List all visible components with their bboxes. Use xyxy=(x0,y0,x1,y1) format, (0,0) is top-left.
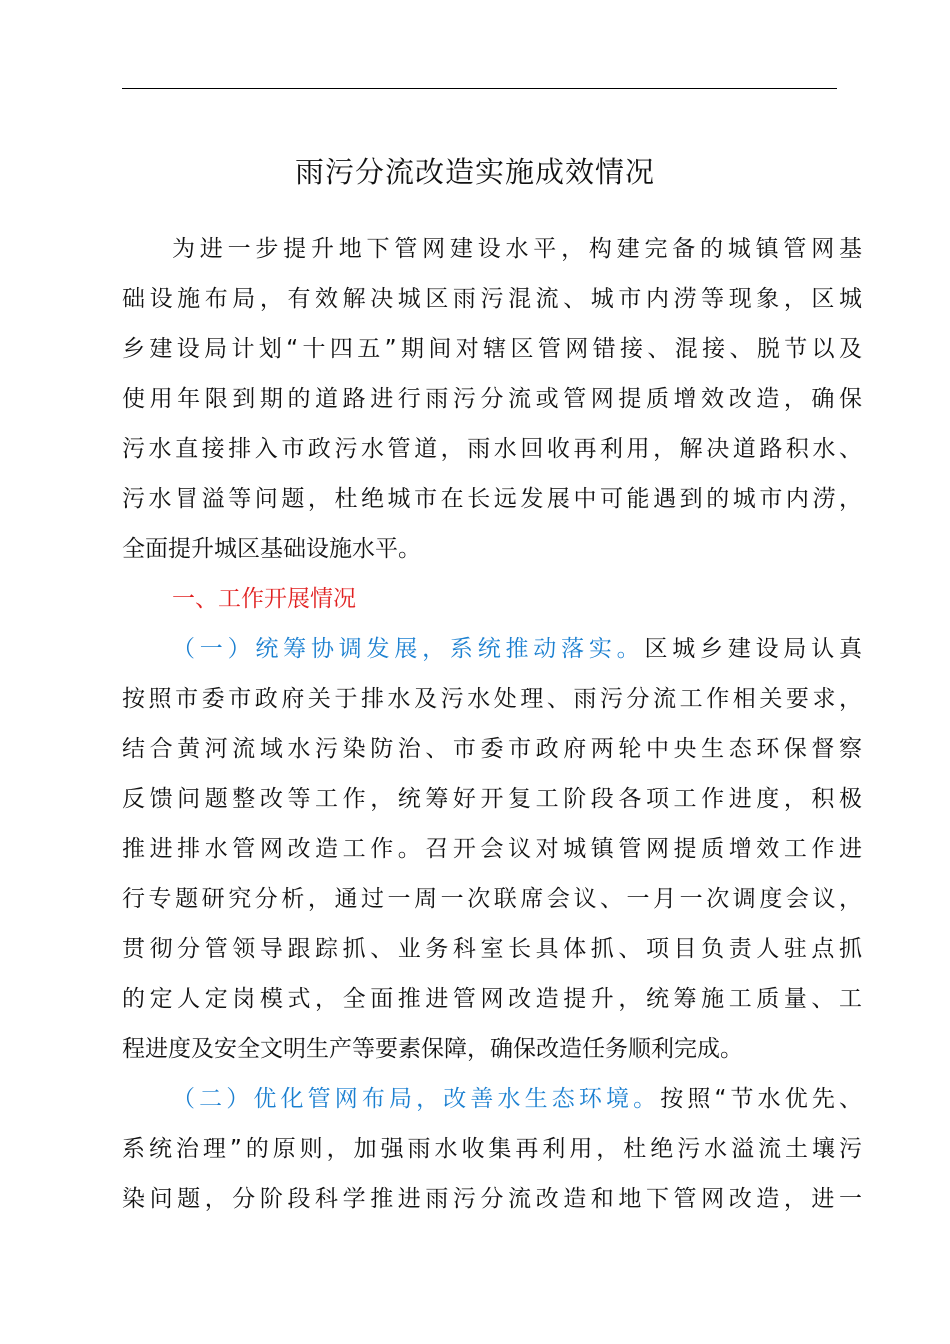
body-line: 推进排水管网改造工作。召开会议对城镇管网提质增效工作进 xyxy=(122,836,862,862)
intro-line: 础设施布局，有效解决城区雨污混流、城市内涝等现象，区城 xyxy=(122,286,862,312)
body-line: 结合黄河流域水污染防治、市委市政府两轮中央生态环保督察 xyxy=(122,736,862,762)
body-line: 反馈问题整改等工作，统筹好开复工阶段各项工作进度，积极 xyxy=(122,786,862,812)
subsection-heading: （二）优化管网布局，改善水生态环境。 xyxy=(172,1086,661,1112)
intro-line: 污水直接排入市政污水管道，雨水回收再利用，解决道路积水、 xyxy=(122,436,862,462)
intro-line: 乡建设局计划“十四五”期间对辖区管网错接、混接、脱节以及 xyxy=(122,336,862,362)
section-heading: 一、工作开展情况 xyxy=(172,586,356,612)
body-line: 按照市委市政府关于排水及污水处理、雨污分流工作相关要求， xyxy=(122,686,862,712)
subsection-first-line xyxy=(172,624,862,674)
body-line: 贯彻分管领导跟踪抓、业务科室长具体抓、项目负责人驻点抓 xyxy=(122,936,862,962)
document-title: 雨污分流改造实施成效情况 xyxy=(294,155,655,189)
intro-line: 为进一步提升地下管网建设水平，构建完备的城镇管网基 xyxy=(172,236,862,262)
intro-line: 使用年限到期的道路进行雨污分流或管网提质增效改造，确保 xyxy=(122,386,862,412)
subsection-first-line xyxy=(172,1074,862,1124)
body-line: 的定人定岗模式，全面推进管网改造提升，统筹施工质量、工 xyxy=(122,986,862,1012)
intro-line: 全面提升城区基础设施水平。 xyxy=(122,536,421,562)
body-line: 系统治理”的原则，加强雨水收集再利用，杜绝污水溢流土壤污 xyxy=(122,1136,862,1162)
header-rule xyxy=(122,88,837,89)
body-line: 程进度及安全文明生产等要素保障，确保改造任务顺利完成。 xyxy=(122,1036,743,1062)
subsection-text: 按照“节水优先、 xyxy=(660,1086,862,1112)
subsection-heading: （一）统筹协调发展，系统推动落实。 xyxy=(172,636,645,662)
intro-line: 污水冒溢等问题，杜绝城市在长远发展中可能遇到的城市内涝， xyxy=(122,486,862,512)
subsection-text: 区城乡建设局认真 xyxy=(644,636,863,662)
body-line: 行专题研究分析，通过一周一次联席会议、一月一次调度会议， xyxy=(122,886,862,912)
body-line: 染问题，分阶段科学推进雨污分流改造和地下管网改造，进一 xyxy=(122,1186,862,1212)
